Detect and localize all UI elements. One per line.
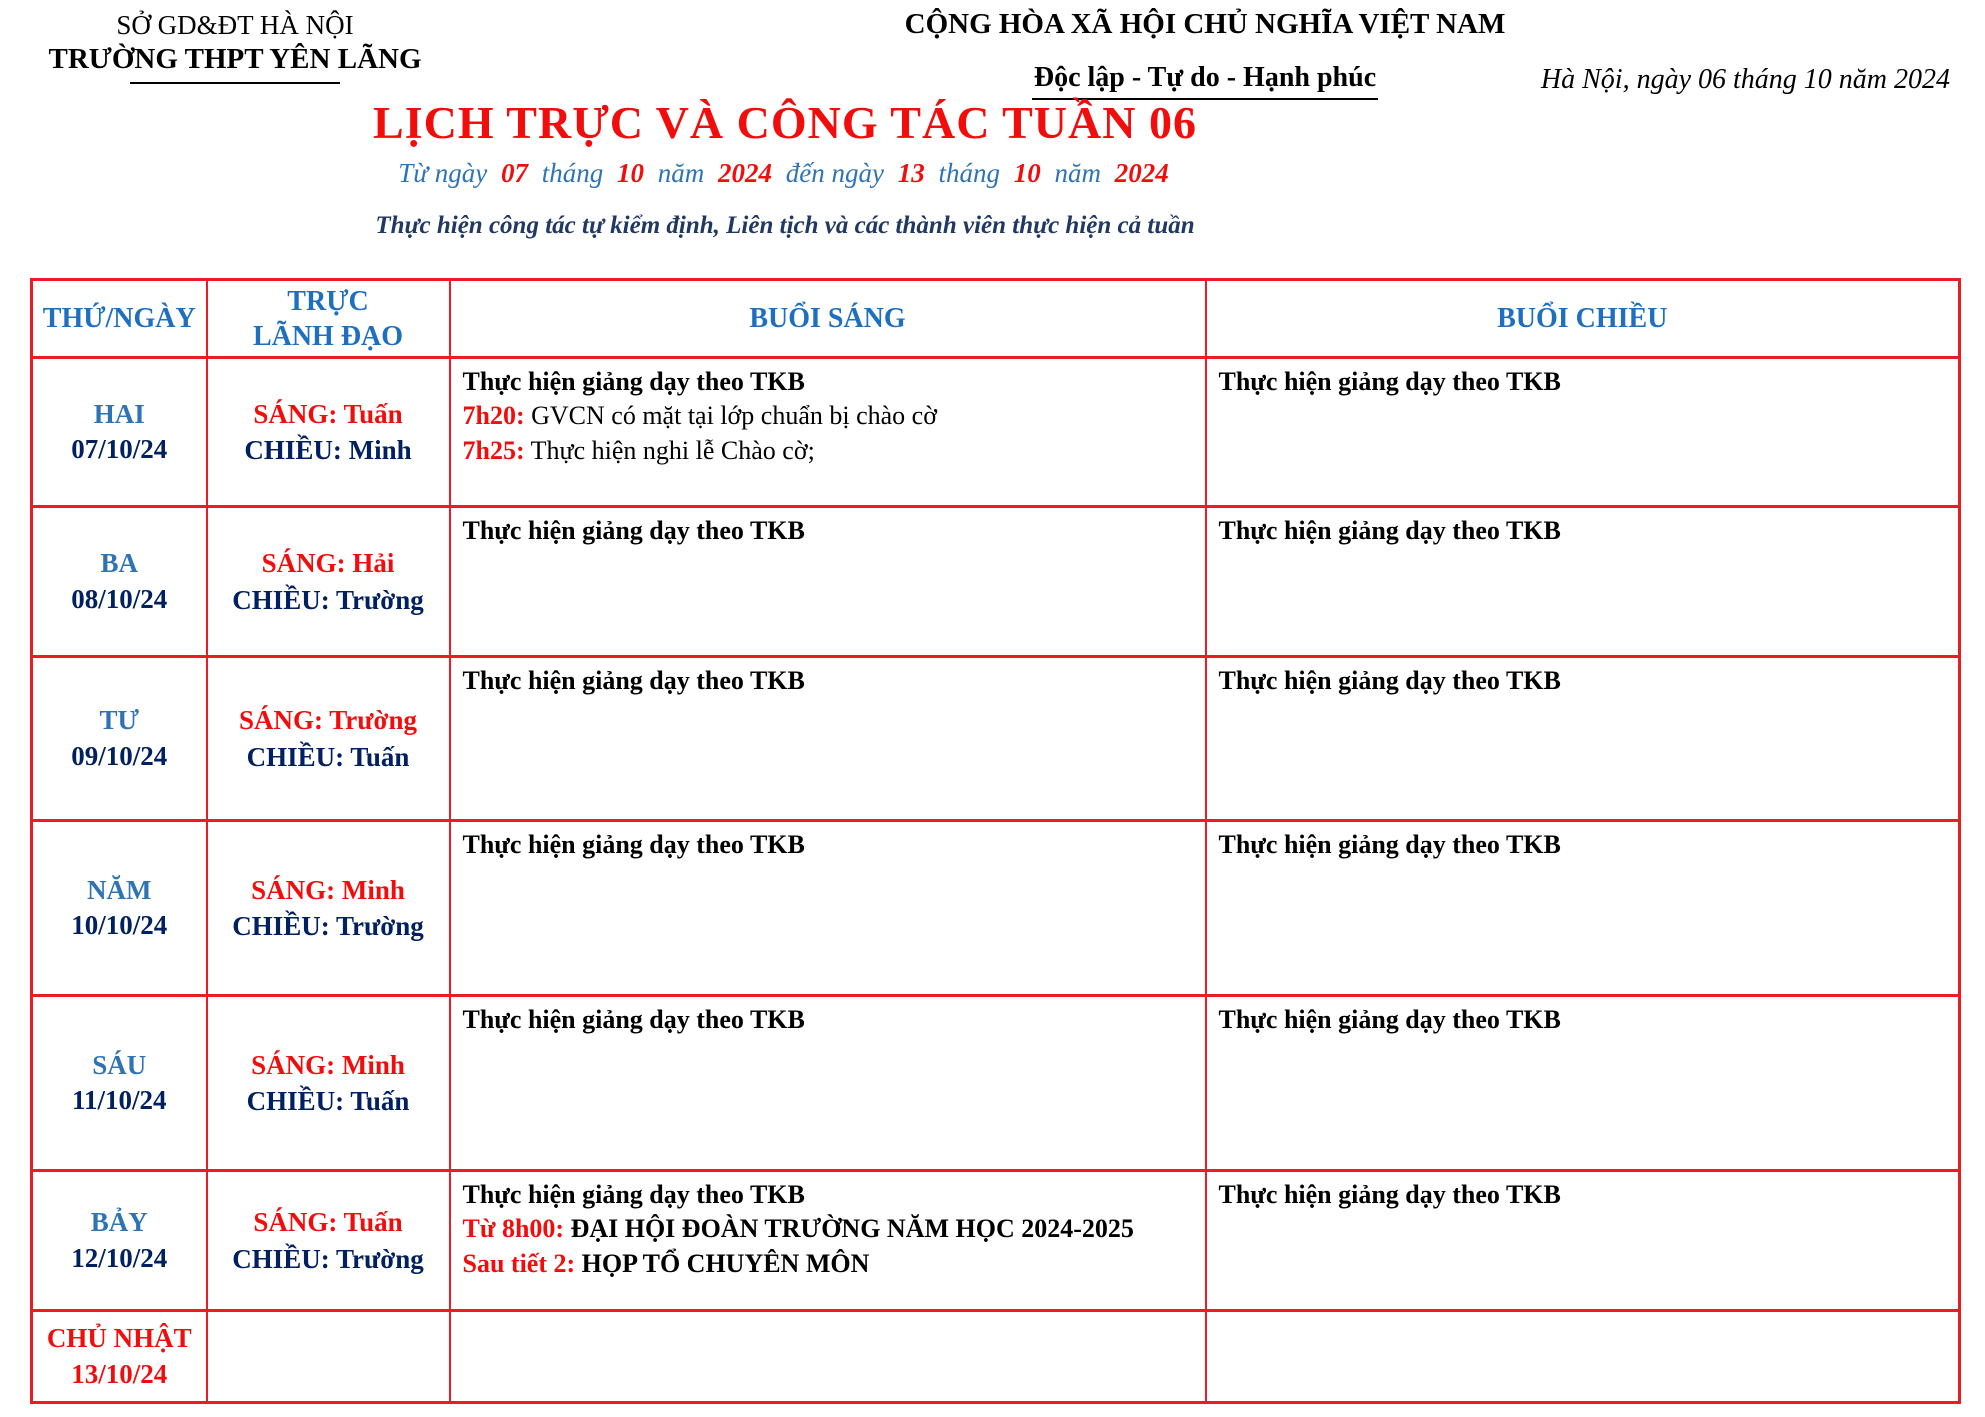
duty-cell [207, 358, 450, 507]
afternoon-title: Thực hiện giảng dạy theo TKB [1218, 666, 1561, 695]
table-header-row [32, 280, 1960, 358]
header-duty [207, 280, 450, 358]
morning-cell [450, 657, 1206, 821]
header-day: THỨ/NGÀY [32, 280, 207, 358]
schedule-table [30, 278, 1961, 1404]
subtitle-word: Từ ngày [398, 158, 488, 188]
time-prefix: 7h25: [462, 435, 525, 465]
afternoon-cell [1206, 657, 1960, 821]
org-header-underline [130, 82, 340, 84]
morning-item [463, 434, 1195, 468]
morning-cell [450, 1171, 1206, 1311]
national-motto-line1: CỘNG HÒA XÃ HỘI CHỦ NGHĨA VIỆT NAM [904, 8, 1506, 40]
day-cell [32, 996, 207, 1171]
duty-morning: SÁNG: Minh [251, 874, 405, 905]
afternoon-title: Thực hiện giảng dạy theo TKB [1218, 830, 1561, 859]
table-row-thursday [32, 821, 1960, 996]
duty-morning: SÁNG: Trường [239, 705, 417, 736]
day-cell [32, 358, 207, 507]
item-text: HỌP TỔ CHUYÊN MÔN [581, 1248, 870, 1278]
morning-title: Thực hiện giảng dạy theo TKB [462, 666, 805, 695]
subtitle-number: 10 [617, 158, 644, 188]
subtitle-number: 07 [500, 158, 528, 188]
date-range-subtitle [0, 158, 1570, 189]
afternoon-title: Thực hiện giảng dạy theo TKB [1218, 1005, 1561, 1034]
day-cell [32, 507, 207, 657]
day-name: HAI [93, 398, 145, 429]
subtitle-word: tháng [938, 158, 1000, 188]
subtitle-word: đến ngày [785, 158, 884, 188]
afternoon-title: Thực hiện giảng dạy theo TKB [1218, 367, 1561, 396]
duty-cell [207, 996, 450, 1171]
duty-afternoon: CHIỀU: Minh [244, 435, 412, 465]
org-parent-name: SỞ GD&ĐT HÀ NỘI [116, 10, 354, 40]
subtitle-number: 13 [897, 158, 925, 188]
morning-cell [450, 1311, 1206, 1403]
table-row-monday [32, 358, 1960, 507]
subtitle-number: 2024 [718, 158, 772, 188]
morning-title: Thực hiện giảng dạy theo TKB [462, 1005, 805, 1034]
duty-afternoon: CHIỀU: Trường [232, 911, 424, 941]
duty-cell [207, 1171, 450, 1311]
duty-afternoon: CHIỀU: Tuấn [246, 741, 410, 772]
afternoon-title: Thực hiện giảng dạy theo TKB [1218, 516, 1561, 545]
header-afternoon: BUỔI CHIỀU [1206, 280, 1960, 358]
duty-cell [207, 821, 450, 996]
afternoon-cell [1206, 358, 1960, 507]
time-prefix: Sau tiết 2: [462, 1248, 576, 1278]
duty-afternoon: CHIỀU: Tuấn [246, 1086, 410, 1116]
table-row-tuesday [32, 507, 1960, 657]
morning-title: Thực hiện giảng dạy theo TKB [462, 1180, 805, 1209]
duty-afternoon: CHIỀU: Trường [232, 584, 424, 615]
day-name: TƯ [99, 705, 139, 736]
national-header [870, 8, 1540, 100]
afternoon-cell [1206, 996, 1960, 1171]
day-name: CHỦ NHẬT [46, 1323, 192, 1354]
time-prefix: Từ 8h00: [462, 1214, 565, 1244]
day-date: 12/10/24 [71, 1242, 168, 1273]
duty-cell [207, 1311, 450, 1403]
week-note: Thực hiện công tác tự kiểm định, Liên tịch và các thành viên thực hiện cả tuần [375, 212, 1195, 239]
morning-cell [450, 996, 1206, 1171]
morning-title: Thực hiện giảng dạy theo TKB [462, 830, 805, 859]
subtitle-number: 10 [1013, 158, 1041, 188]
duty-morning: SÁNG: Hải [261, 548, 395, 579]
school-name: TRƯỜNG THPT YÊN LÃNG [48, 43, 422, 75]
day-date: 13/10/24 [71, 1358, 168, 1389]
subtitle-number: 2024 [1114, 158, 1169, 188]
duty-morning: SÁNG: Minh [251, 1049, 405, 1080]
page-title: LỊCH TRỰC VÀ CÔNG TÁC TUẦN 06 [373, 97, 1197, 148]
table-row-saturday [32, 1171, 1960, 1311]
document-dateline: Hà Nội, ngày 06 tháng 10 năm 2024 [1540, 64, 1950, 95]
header-morning: BUỔI SÁNG [450, 280, 1206, 358]
afternoon-title: Thực hiện giảng dạy theo TKB [1218, 1180, 1561, 1209]
morning-item [463, 1212, 1195, 1246]
morning-title: Thực hiện giảng dạy theo TKB [462, 367, 805, 396]
day-date: 07/10/24 [71, 434, 168, 464]
duty-afternoon: CHIỀU: Trường [232, 1243, 424, 1274]
day-cell [32, 1171, 207, 1311]
day-date: 08/10/24 [71, 583, 168, 614]
morning-cell [450, 507, 1206, 657]
day-name: BA [100, 548, 138, 579]
duty-morning: SÁNG: Tuấn [253, 398, 403, 429]
table-row-sunday [32, 1311, 1960, 1403]
morning-item [463, 1247, 1195, 1281]
item-text: GVCN có mặt tại lớp chuẩn bị chào cờ [531, 401, 937, 431]
duty-cell [207, 657, 450, 821]
subtitle-word: năm [1054, 158, 1101, 188]
national-motto-line2: Độc lập - Tự do - Hạnh phúc [1032, 62, 1378, 100]
subtitle-word: tháng [541, 158, 604, 188]
day-cell [32, 657, 207, 821]
afternoon-cell [1206, 507, 1960, 657]
day-date: 11/10/24 [71, 1085, 167, 1115]
duty-cell [207, 507, 450, 657]
afternoon-cell [1206, 1171, 1960, 1311]
header-duty-line2: LÃNH ĐẠO [252, 320, 404, 352]
header-duty-line1: TRỰC [287, 285, 369, 317]
table-row-wednesday [32, 657, 1960, 821]
morning-cell [450, 358, 1206, 507]
morning-title: Thực hiện giảng dạy theo TKB [462, 516, 805, 545]
day-date: 10/10/24 [71, 910, 168, 940]
duty-morning: SÁNG: Tuấn [253, 1207, 403, 1238]
day-cell [32, 1311, 207, 1403]
afternoon-cell [1206, 821, 1960, 996]
table-row-friday [32, 996, 1960, 1171]
day-date: 09/10/24 [71, 740, 168, 771]
time-prefix: 7h20: [462, 401, 525, 431]
morning-item [463, 399, 1195, 433]
day-name: NĂM [87, 874, 152, 905]
day-cell [32, 821, 207, 996]
afternoon-cell [1206, 1311, 1960, 1403]
day-name: BẢY [90, 1207, 148, 1238]
item-text: Thực hiện nghi lễ Chào cờ; [530, 435, 815, 465]
morning-cell [450, 821, 1206, 996]
day-name: SÁU [92, 1049, 147, 1080]
item-text: ĐẠI HỘI ĐOÀN TRƯỜNG NĂM HỌC 2024-2025 [570, 1214, 1134, 1244]
org-header [40, 10, 430, 84]
subtitle-word: năm [657, 158, 705, 188]
